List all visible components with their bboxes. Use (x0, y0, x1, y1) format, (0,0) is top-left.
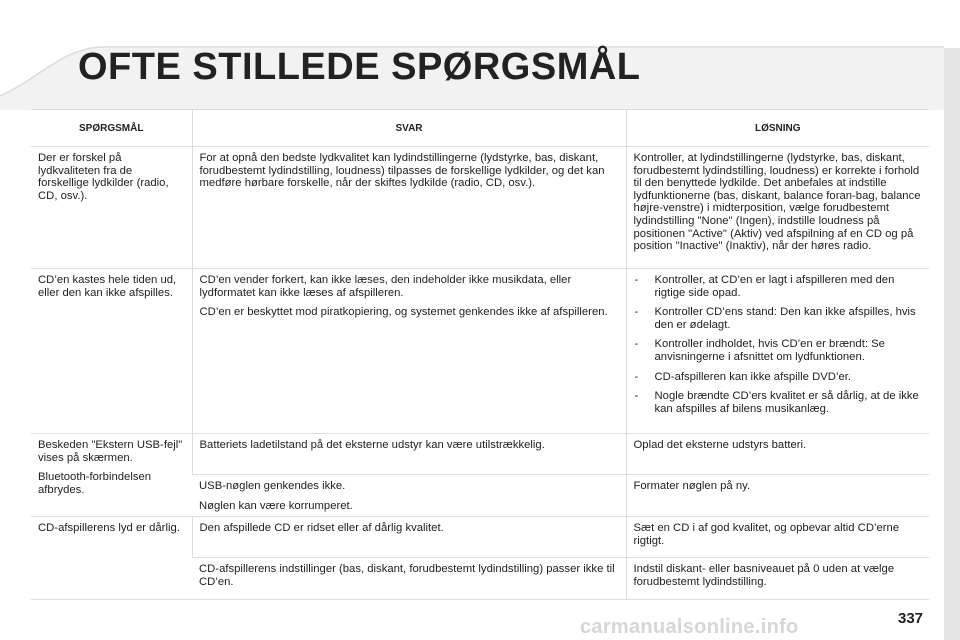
table-header-row (31, 110, 929, 147)
solution-cell: Formater nøglen på ny. (626, 475, 929, 517)
list-item: - Kontroller CD’ens stand: Den kan ikke afspilles, hvis den er ødelagt. (634, 306, 923, 331)
header-answer: SVAR (192, 110, 626, 147)
solution-cell: Kontroller, at lydindstillingerne (lydstyrke, bas, diskant, forudbestemt lydindstilling, loudness) er korrekte i forhold til den benyttede lydkilde. Det anbefales at indstille lydfunktionerne (bas, diskant, balance foran-bag, balance højre-venstre) i midterposition, vælge forudbestemt lydindstilling "None" (Ingen), indstille loudness på positionen "Active" (Aktiv) ved afspilning af en CD og på position "Inactive" (Inaktiv), når der høres radio. (626, 147, 929, 269)
answer-cell: Den afspillede CD er ridset eller af dårlig kvalitet. (192, 517, 626, 558)
faq-table (31, 109, 929, 600)
question-cell: CD’en kastes hele tiden ud, eller den kan ikke afspilles. (31, 269, 192, 434)
answer-cell: For at opnå den bedste lydkvalitet kan lydindstillingerne (lydstyrke, bas, diskant, forudbestemt lydindstilling, loudness) tilpasses de forskellige lydkilder, og det kan medføre hørbare forskelle, når der skiftes lydkilde (radio, CD, osv.). (192, 147, 626, 269)
solution-cell: Indstil diskant- eller basniveauet på 0 uden at vælge forudbestemt lydindstilling. (626, 558, 929, 600)
question-cell: CD-afspillerens lyd er dårlig. (31, 517, 192, 600)
page-number: 337 (898, 610, 924, 627)
solution-cell: Oplad det eksterne udstyrs batteri. (626, 434, 929, 475)
list-item: - Nogle brændte CD’ers kvalitet er så dårlig, at de ikke kan afspilles af bilens musikanlæg. (634, 390, 923, 415)
header-question: SPØRGSMÅL (79, 122, 144, 134)
list-item: - Kontroller, at CD’en er lagt i afspilleren med den rigtige side opad. (634, 274, 923, 299)
page-edge-bar (944, 48, 960, 640)
answer-cell: CD-afspillerens indstillinger (bas, diskant, forudbestemt lydindstilling) passer ikke til CD’en. (192, 558, 626, 600)
solution-cell (626, 269, 929, 434)
table-row (31, 269, 929, 434)
watermark: carmanualsonline.info (580, 616, 799, 638)
solution-list (634, 274, 923, 415)
table-row (31, 517, 929, 558)
page-title: OFTE STILLEDE SPØRGSMÅL (78, 46, 641, 88)
table-row (31, 434, 929, 475)
header-solution: LØSNING (626, 110, 929, 147)
list-item: - Kontroller indholdet, hvis CD’en er brændt: Se anvisningerne i afsnittet om lydfunktionen. (634, 338, 923, 363)
question-cell: Der er forskel på lydkvaliteten fra de forskellige lydkilder (radio, CD, osv.). (31, 147, 192, 269)
solution-cell: Sæt en CD i af god kvalitet, og opbevar altid CD’erne rigtigt. (626, 517, 929, 558)
list-item: - CD-afspilleren kan ikke afspille DVD’er. (634, 371, 923, 384)
answer-cell: Batteriets ladetilstand på det eksterne udstyr kan være utilstrækkelig. (192, 434, 626, 475)
answer-cell: USB-nøglen genkendes ikke. Nøglen kan være korrumperet. (192, 475, 626, 517)
table-row (31, 147, 929, 269)
answer-cell: CD’en vender forkert, kan ikke læses, den indeholder ikke musikdata, eller lydformatet kan ikke læses af afspilleren. CD’en er beskyttet mod piratkopiering, og systemet genkendes ikke af afspilleren. (192, 269, 626, 434)
question-cell: Beskeden "Ekstern USB-fejl" vises på skærmen. Bluetooth-forbindelsen afbrydes. (31, 434, 192, 517)
